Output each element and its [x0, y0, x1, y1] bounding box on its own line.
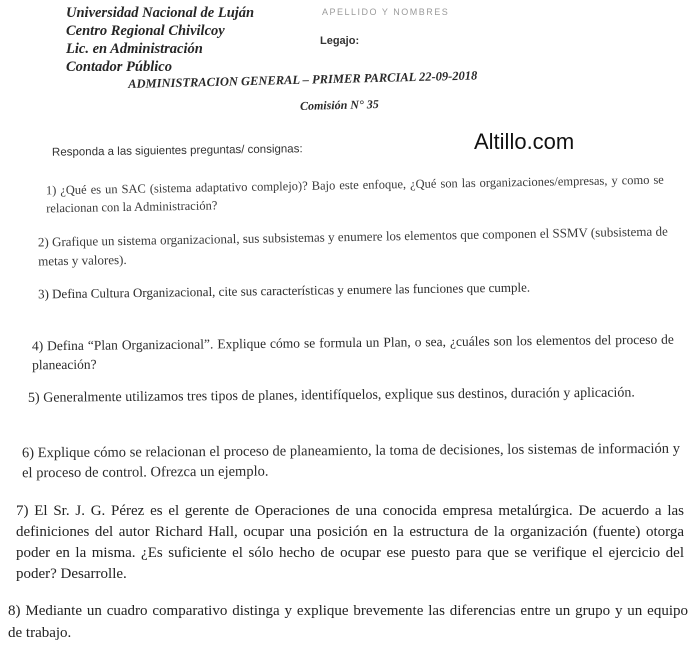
question-8: [8, 600, 688, 644]
question-text: 8) Mediante un cuadro comparativo distinga y explique brevemente las diferencias entre un grupo y un equipo de trabajo.: [8, 603, 688, 641]
question-text: 4) Defina “Plan Organizacional”. Explique cómo se formula un Plan, o sea, ¿cuáles son los elementos del proceso de planeación?: [31, 331, 674, 373]
instructions: Responda a las siguientes preguntas/ consignas:: [51, 143, 303, 159]
exam-title: ADMINISTRACION GENERAL – PRIMER PARCIAL 22-09-2018: [128, 68, 478, 91]
legajo-label: Legajo:: [320, 35, 360, 47]
question-7: [16, 501, 684, 585]
question-3: [38, 276, 670, 304]
degree-line-2: Contador Público: [66, 59, 172, 75]
question-1: [46, 171, 665, 218]
question-4: [32, 330, 674, 375]
question-2: [38, 222, 669, 271]
apellido-label: APELLIDO Y NOMBRES: [322, 7, 450, 17]
question-6: [22, 439, 680, 484]
university-name: Universidad Nacional de Luján: [66, 5, 255, 21]
regional-center: Centro Regional Chivilcoy: [66, 23, 225, 39]
question-5: [28, 383, 676, 408]
commission-number: Comisión N° 35: [299, 97, 379, 113]
degree-line-1: Lic. en Administración: [66, 41, 203, 57]
question-text: 6) Explique cómo se relacionan el proceso de planeamiento, la toma de decisiones, los sistemas de información y el proceso de control. Ofrezca un ejemplo.: [21, 440, 680, 482]
question-text: 2) Grafique un sistema organizacional, sus subsistemas y enumere los elementos que componen el SSMV (subsistema de metas y valores).: [37, 223, 668, 269]
question-text: 1) ¿Qué es un SAC (sistema adaptativo complejo)? Bajo este enfoque, ¿Qué son las organizaciones/empresas, y como se relacionan con la Administración?: [45, 172, 664, 216]
question-text: 3) Defina Cultura Organizacional, cite sus características y enumere las funciones que cumple.: [37, 279, 531, 302]
question-text: 5) Generalmente utilizamos tres tipos de planes, identifíquelos, explique sus destinos, duración y aplicación.: [27, 385, 635, 406]
institution-header: [66, 4, 254, 76]
question-text: 7) El Sr. J. G. Pérez es el gerente de Operaciones de una conocida empresa metalúrgica. De acuerdo a las definiciones del autor Richard Hall, ocupar una posición en la estructura de la organización (fuente) otorga poder en la misma. ¿Es suficiente el sólo hecho de ocupar ese puesto para que se verifique el ejercicio del poder? Desarrolle.: [16, 503, 684, 582]
site-watermark: Altillo.com: [474, 129, 575, 154]
